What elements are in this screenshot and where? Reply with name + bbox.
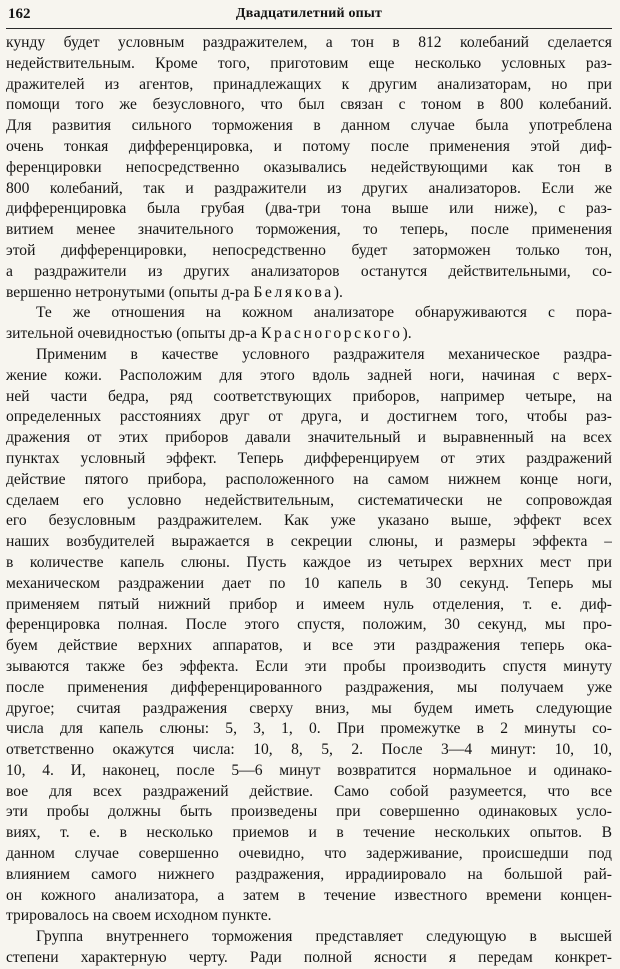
text-line [6, 719, 612, 740]
text-segment: механическом раздражении дает по 10 капель в 30 секунд. Теперь мы [6, 574, 612, 592]
text-line [6, 823, 612, 844]
running-title: Двадцатилетний опыт [235, 6, 383, 21]
text-line [6, 782, 612, 803]
text-line [6, 574, 612, 595]
text-segment: помощи того же безусловного, что был связан с тоном в 800 колебаний. [6, 96, 612, 114]
text-segment: данном случае совершенно очевидно, что задерживание, происшедши под [6, 845, 612, 863]
text-line [6, 886, 612, 907]
text-segment: степени характерную черту. Ради полной ясности я передам конкрет- [6, 949, 612, 967]
text-segment: зительной очевидностью (опыты др-а [6, 325, 261, 343]
text-segment: пунктах условный эффект. Теперь дифференцируем от этих раздражений [6, 449, 612, 467]
text-segment: 10, 4. И, наконец, после 5—6 минут возвратится нормальное и одинако- [6, 761, 612, 779]
text-segment: 800 колебаний, так и раздражители из других анализаторов. Если же [6, 179, 612, 197]
text-segment: ференцировка полная. После этого спустя, положим, 30 секунд, мы про- [6, 616, 612, 634]
text-line [6, 75, 612, 96]
text-line [6, 865, 612, 886]
text-line [6, 678, 612, 699]
text-segment: дифференцировка была грубая (два-три тона выше или ниже), с раз- [6, 200, 612, 218]
text-segment: ). [333, 283, 343, 301]
text-line [6, 324, 612, 345]
text-line [6, 553, 612, 574]
text-segment: трировалось на своем исходном пункте. [6, 907, 272, 925]
text-segment: кунду будет условным раздражителем, а тон в 812 колебаний сделается [6, 34, 612, 51]
text-segment: влиянием самого нижнего раздражения, иррадиировало на большой рай- [6, 865, 612, 883]
text-line [6, 262, 612, 283]
text-segment: ответственно окажутся числа: 10, 8, 5, 2. После 3—4 минут: 10, 10, [6, 741, 612, 759]
text-segment: а раздражители из других анализаторов останутся действительными, со- [6, 262, 612, 280]
text-segment: вершенно нетронутыми (опыты д-ра [6, 283, 254, 301]
spaced-name: Красногорского [261, 325, 403, 343]
text-segment: он кожного анализатора, а затем в течение известного времени концен- [6, 886, 612, 904]
text-line [6, 241, 612, 262]
text-line [6, 802, 612, 823]
header-rule [6, 28, 612, 29]
text-segment: вое для всех раздражений действие. Само собой разумеется, что все [6, 782, 612, 800]
text-line [6, 95, 612, 116]
text-segment: дражения от этих приборов давали значительный и выравненный на всех [6, 429, 612, 447]
text-line [6, 449, 612, 470]
text-segment: Применим в качестве условного раздражителя механическое раздра- [36, 345, 612, 363]
text-line [6, 511, 612, 532]
text-segment: Для развития сильного торможения в данном случае была употреблена [6, 117, 612, 135]
text-line [6, 116, 612, 137]
text-line [6, 927, 612, 948]
text-line [6, 366, 612, 387]
text-segment: наших возбудителей выражается в секреции слюны, и размеры эффекта – [6, 533, 612, 551]
text-line [6, 491, 612, 512]
text-line [6, 906, 612, 927]
text-segment: недействительным. Кроме того, приготовим еще несколько условных раз- [6, 54, 612, 72]
text-line [6, 220, 612, 241]
text-segment: очень тонкая дифференцировка, и потому после применения этой диф- [6, 137, 612, 155]
text-segment: сделаем его условно недействительным, систематически не сопровождая [6, 491, 612, 509]
page-header [6, 6, 612, 28]
text-line [6, 532, 612, 553]
text-segment: виях, т. е. в несколько приемов и в течение нескольких опытов. В [6, 824, 612, 842]
text-line [6, 137, 612, 158]
text-segment: буем действие верхних аппаратов, и все эти раздражения теперь ока- [6, 637, 612, 655]
text-segment: применяем пятый нижний прибор и имеем нуль отделения, т. е. диф- [6, 595, 612, 613]
text-line [6, 761, 612, 782]
text-line [6, 179, 612, 200]
text-line [6, 428, 612, 449]
text-line [6, 699, 612, 720]
text-segment: его безусловным раздражителем. Как уже указано выше, эффект всех [6, 512, 612, 530]
text-segment: дражителей из агентов, принадлежащих к другим анализаторам, но при [6, 75, 612, 93]
text-segment: эти пробы должны быть произведены при совершенно одинаковых усло- [6, 803, 612, 821]
text-line [6, 158, 612, 179]
text-segment: ференцировки непосредственно оказывались недействующими как тон в [6, 158, 612, 176]
spaced-name: Белякова [253, 283, 334, 301]
text-line [6, 407, 612, 428]
text-line [6, 199, 612, 220]
text-segment: зываются также без эффекта. Если эти пробы производить спустя минуту [6, 657, 612, 675]
text-line [6, 387, 612, 408]
text-segment: в количестве капель слюны. Пусть каждое из четырех верхних мест при [6, 553, 612, 571]
text-segment: Группа внутреннего торможения представляет следующую в высшей [36, 928, 612, 946]
text-line [6, 54, 612, 75]
text-line [6, 844, 612, 865]
text-line [6, 615, 612, 636]
text-line [6, 740, 612, 761]
text-line [6, 636, 612, 657]
text-line [6, 303, 612, 324]
text-segment: ). [402, 325, 412, 343]
text-line [6, 283, 612, 304]
text-line [6, 470, 612, 491]
text-segment: этой дифференцировки, непосредственно будет заторможен только тон, [6, 241, 612, 259]
text-line [6, 595, 612, 616]
text-line [6, 948, 612, 969]
text-segment: числа для капель слюны: 5, 3, 1, 0. При промежутке в 2 минуты со- [6, 720, 612, 738]
text-line [6, 33, 612, 54]
text-segment: действие пятого прибора, расположенного на самом нижнем конце ноги, [6, 470, 612, 488]
body-text [6, 33, 612, 969]
text-segment: Те же отношения на кожном анализаторе обнаруживаются с пора- [36, 304, 612, 322]
text-segment: другое; считая раздражения сверху вниз, мы будем иметь следующие [6, 699, 612, 717]
page-number: 162 [8, 6, 31, 22]
text-segment: после применения дифференцированного раздражения, мы получаем уже [6, 678, 612, 696]
text-segment: витием менее значительного торможения, то теперь, после применения [6, 221, 612, 239]
text-segment: определенных расстояниях друг от друга, и достигнем того, чтобы раз- [6, 408, 612, 426]
text-line [6, 657, 612, 678]
text-segment: ней части бедра, ряд соответствующих приборов, например четыре, на [6, 387, 612, 405]
text-segment: жение кожи. Расположим для этого вдоль задней ноги, начиная с верх- [6, 366, 612, 384]
text-line [6, 345, 612, 366]
